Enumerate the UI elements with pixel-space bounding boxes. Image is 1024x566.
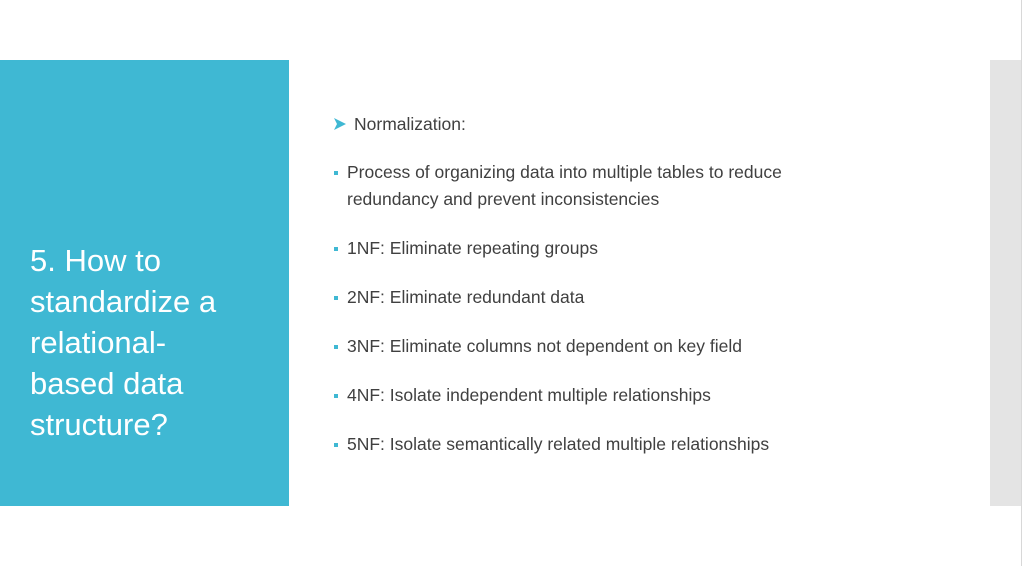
square-bullet-icon xyxy=(334,247,338,251)
square-bullet-icon xyxy=(334,443,338,447)
square-bullet-icon xyxy=(334,345,338,349)
content-heading: Normalization: xyxy=(354,113,466,134)
square-bullet-icon xyxy=(334,394,338,398)
slide-edge-divider xyxy=(1021,0,1022,566)
list-item xyxy=(333,333,973,360)
list-item xyxy=(333,284,973,311)
square-bullet-icon xyxy=(334,296,338,300)
arrow-right-icon xyxy=(333,117,347,131)
list-item-text: 3NF: Eliminate columns not dependent on key field xyxy=(347,336,742,356)
list-item xyxy=(333,235,973,262)
bullet-list xyxy=(333,159,973,458)
list-item-text: 5NF: Isolate semantically related multiple relationships xyxy=(347,434,770,454)
slide-title: 5. How to standardize a relational- based data structure? xyxy=(30,243,217,442)
list-item-text: 4NF: Isolate independent multiple relationships xyxy=(347,385,711,405)
list-item-text: 1NF: Eliminate repeating groups xyxy=(347,238,598,258)
title-panel xyxy=(0,60,289,506)
list-item xyxy=(333,159,973,213)
right-side-strip xyxy=(990,60,1021,506)
list-item xyxy=(333,431,973,458)
list-item-text: 2NF: Eliminate redundant data xyxy=(347,287,585,307)
heading-row xyxy=(333,110,973,138)
slide-content xyxy=(333,110,973,480)
list-item xyxy=(333,382,973,409)
list-item-text: Process of organizing data into multiple tables to reduce redundancy and prevent inconsistencies xyxy=(347,162,782,209)
square-bullet-icon xyxy=(334,171,338,175)
